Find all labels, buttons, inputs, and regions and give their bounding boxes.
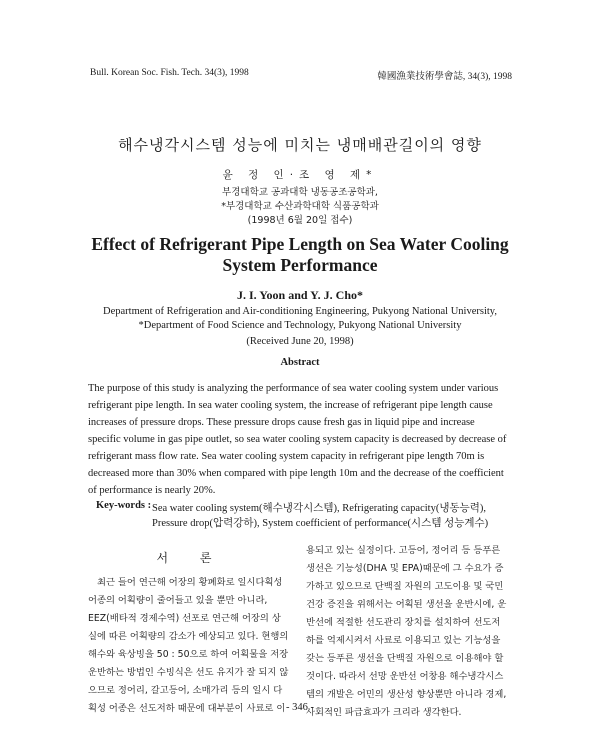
body-line: 으므로 정어리, 갈고등어, 소매가리 등의 일시 다 [88,685,283,696]
body-line: 템의 개발은 어민의 생산성 향상뿐만 아니라 경제, [306,689,507,700]
body-line: 실에 따른 어획량의 감소가 예상되고 있다. 현행의 [88,631,289,642]
body-line: 건강 증진을 위해서는 어획된 생선을 운반시에, 운 [306,599,507,610]
introduction-right-column [306,542,518,722]
english-title-line-1: Effect of Refrigerant Pipe Length on Sea Water Cooling [91,234,509,254]
abstract-line: specific volume in gas pipe outlet, so sea water cooling system capacity is decreased by decrease of [88,434,507,445]
body-line: 반선에 적절한 선도관리 장치를 설치하여 선도저 [306,617,501,628]
korean-affiliation-2: *부경대학교 수산과학대학 식품공학과 [221,201,379,212]
introduction-heading: 서 론 [156,551,226,565]
body-line: 갖는 등푸른 생선을 단백질 자원으로 이용해야 할 [306,653,504,664]
abstract-body [88,380,514,499]
abstract-line: decreased more than 30% when compared with pipe length 10m and the decrease of the coefficient [88,468,504,479]
english-title-line-2: System Performance [222,255,378,275]
body-line: EEZ(배타적 경제수역) 선포로 연근해 어장의 상 [88,613,281,624]
body-line: 용되고 있는 실정이다. 고등어, 정어리 등 등푸른 [306,545,501,556]
introduction-left-column [88,574,294,718]
body-line: 하를 억제시켜서 사료로 이용되고 있는 기능성을 [306,635,501,646]
english-title [0,234,600,276]
abstract-line: refrigerant mass flow rate. Sea water cooling system capacity in refrigerant pipe length 70m is [88,451,485,462]
abstract-line: of performance is nearly 20%. [88,485,216,496]
journal-header-english: Bull. Korean Soc. Fish. Tech. 34(3), 1998 [90,68,249,78]
body-line: 해수와 육상빙을 50 : 50으로 하여 어획물을 저장 [88,649,289,660]
korean-affiliation-1: 부경대학교 공과대학 냉동공조공학과, [222,187,378,198]
body-line: 최근 들어 연근해 어장의 황폐화로 일시다획성 [97,577,283,588]
body-line: 어종의 어획량이 줄어들고 있을 뿐만 아니라, [88,595,268,606]
abstract-line: The purpose of this study is analyzing the performance of sea water cooling system under various [88,383,499,394]
body-line: 사회적인 파급효과가 크리라 생각한다. [306,707,462,718]
english-affiliation-2: *Department of Food Science and Technology, Pukyong National University [138,320,462,331]
body-line: 운반하는 방법인 수빙식은 선도 유지가 잘 되지 않 [88,667,289,678]
body-line: 생선은 기능성(DHA 및 EPA)때문에 그 수요가 증 [306,563,504,574]
abstract-line: refrigerant pipe length. In sea water cooling system, the increase of refrigerant pipe length cause [88,400,493,411]
korean-authors: 윤 정 인·조 영 제* [222,169,378,181]
english-received-date: (Received June 20, 1998) [246,336,354,347]
keywords-label: Key-words : [96,500,152,511]
journal-header-korean: 韓國漁業技術學會誌, 34(3), 1998 [377,72,512,82]
body-line: 획성 어종은 선도저하 때문에 대부분이 사료로 이 [88,703,286,714]
keywords-line-1: Sea water cooling system(해수냉각시스템), Refrigerating capacity(냉동능력), [152,503,487,514]
body-line: 가하고 있으므로 단백질 자원의 고도이용 및 국민 [306,581,504,592]
english-authors: J. I. Yoon and Y. J. Cho* [236,288,364,302]
body-line: 것이다. 따라서 선망 운반선 어창용 해수냉각시스 [306,671,504,682]
keywords-line-2: Pressure drop(압력강하), System coefficient of performance(시스템 성능계수) [152,518,489,529]
page-number: - 346 - [286,702,314,713]
abstract-line: increases of pressure drops. These pressure drops cause fresh gas in liquid pipe and increase [88,417,475,428]
english-affiliation-1: Department of Refrigeration and Air-conditioning Engineering, Pukyong National University, [103,306,497,317]
korean-title: 해수냉각시스템 성능에 미치는 냉매배관길이의 영향 [118,136,482,154]
abstract-heading: Abstract [280,357,320,368]
korean-received-date: (1998년 6월 20일 접수) [247,215,353,226]
